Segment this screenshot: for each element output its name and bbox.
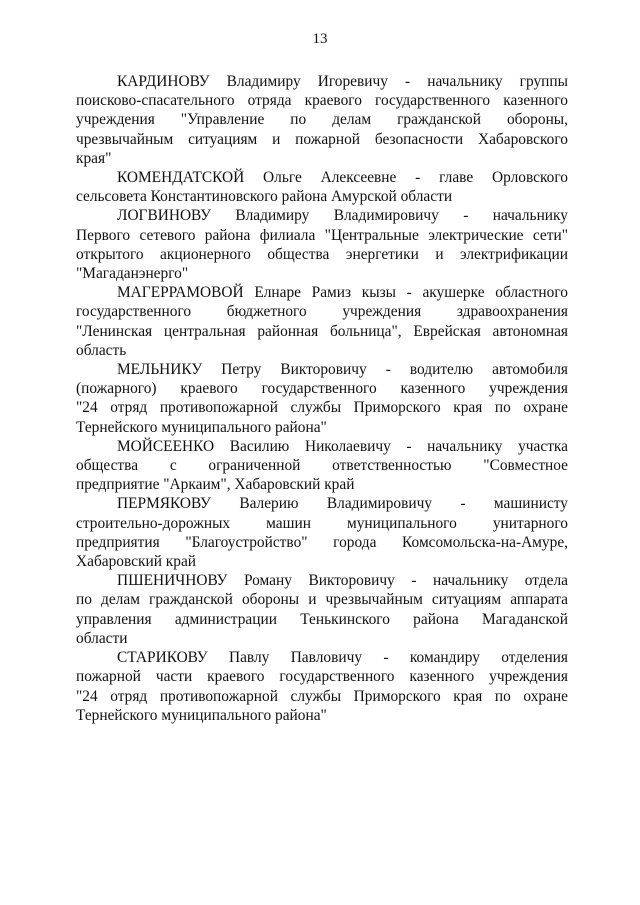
awardee-text-line: строительно-дорожных машин муниципального унитарного xyxy=(76,514,568,532)
awardee-name-line: ПЕРМЯКОВУ Валерию Владимировичу - машинисту xyxy=(117,495,568,513)
awardee-entry xyxy=(76,648,568,725)
awardee-text-line: "24 отряд противопожарной службы Приморского края по охране xyxy=(76,687,568,705)
awardee-text-line: предприятие "Аркаим", Хабаровский край xyxy=(76,476,355,494)
awardee-list xyxy=(76,72,568,725)
awardee-text-line: учреждения "Управление по делам гражданской обороны, xyxy=(76,111,568,129)
awardee-entry xyxy=(76,360,568,437)
awardee-name-line: КАРДИНОВУ Владимиру Игоревичу - начальнику группы xyxy=(117,73,568,90)
awardee-name-line: КОМЕНДАТСКОЙ Ольге Алексеевне - главе Орловского xyxy=(117,169,568,187)
awardee-name-line: ПШЕНИЧНОВУ Роману Викторовичу - начальнику отдела xyxy=(117,572,568,590)
awardee-text-line: предприятия "Благоустройство" города Комсомольска-на-Амуре, xyxy=(76,533,568,551)
awardee-text-line: чрезвычайным ситуациям и пожарной безопасности Хабаровского xyxy=(76,130,568,148)
awardee-text-line: области xyxy=(76,629,128,647)
awardee-text-line: края" xyxy=(76,149,112,167)
awardee-text-line: "24 отряд противопожарной службы Приморского края по охране xyxy=(76,399,568,417)
awardee-text-line: "Ленинская центральная районная больница", Еврейская автономная xyxy=(76,322,568,340)
awardee-entry xyxy=(76,437,568,495)
awardee-text-line: общества с ограниченной ответственностью "Совместное xyxy=(76,457,568,475)
awardee-text-line: управления администрации Тенькинского района Магаданской xyxy=(76,610,568,628)
awardee-text-line: сельсовета Константиновского района Амурской области xyxy=(76,188,453,206)
awardee-text-line: государственного бюджетного учреждения здравоохранения xyxy=(76,303,568,321)
awardee-text-line: Первого сетевого района филиала "Центральные электрические сети" xyxy=(76,226,568,244)
awardee-text-line: открытого акционерного общества энергетики и электрификации xyxy=(76,245,568,263)
awardee-text-line: (пожарного) краевого государственного казенного учреждения xyxy=(76,380,568,398)
awardee-text-line: Тернейского муниципального района" xyxy=(76,706,327,724)
awardee-name-line: МОЙСЕЕНКО Василию Николаевичу - начальнику участка xyxy=(117,437,568,455)
awardee-entry xyxy=(76,571,568,648)
awardee-text-line: поисково-спасательного отряда краевого государственного казенного xyxy=(76,92,568,110)
awardee-name-line: СТАРИКОВУ Павлу Павловичу - командиру отделения xyxy=(117,649,568,667)
page-number: 13 xyxy=(312,31,328,47)
awardee-entry xyxy=(76,206,568,283)
awardee-name-line: ЛОГВИНОВУ Владимиру Владимировичу - начальнику xyxy=(117,207,568,225)
awardee-text-line: пожарной части краевого государственного казенного учреждения xyxy=(76,668,568,686)
awardee-entry xyxy=(76,494,568,571)
awardee-text-line: область xyxy=(76,341,127,359)
awardee-name-line: МАГЕРРАМОВОЙ Елнаре Рамиз кызы - акушерке областного xyxy=(117,284,568,302)
awardee-text-line: по делам гражданской обороны и чрезвычайным ситуациям аппарата xyxy=(76,591,568,609)
awardee-name-line: МЕЛЬНИКУ Петру Викторовичу - водителю автомобиля xyxy=(117,361,568,379)
awardee-entry xyxy=(76,283,568,360)
awardee-text-line: Тернейского муниципального района" xyxy=(76,418,327,436)
awardee-entry xyxy=(76,168,568,206)
awardee-entry xyxy=(76,72,568,168)
awardee-text-line: Хабаровский край xyxy=(76,553,197,571)
awardee-text-line: "Магаданэнерго" xyxy=(76,265,189,283)
